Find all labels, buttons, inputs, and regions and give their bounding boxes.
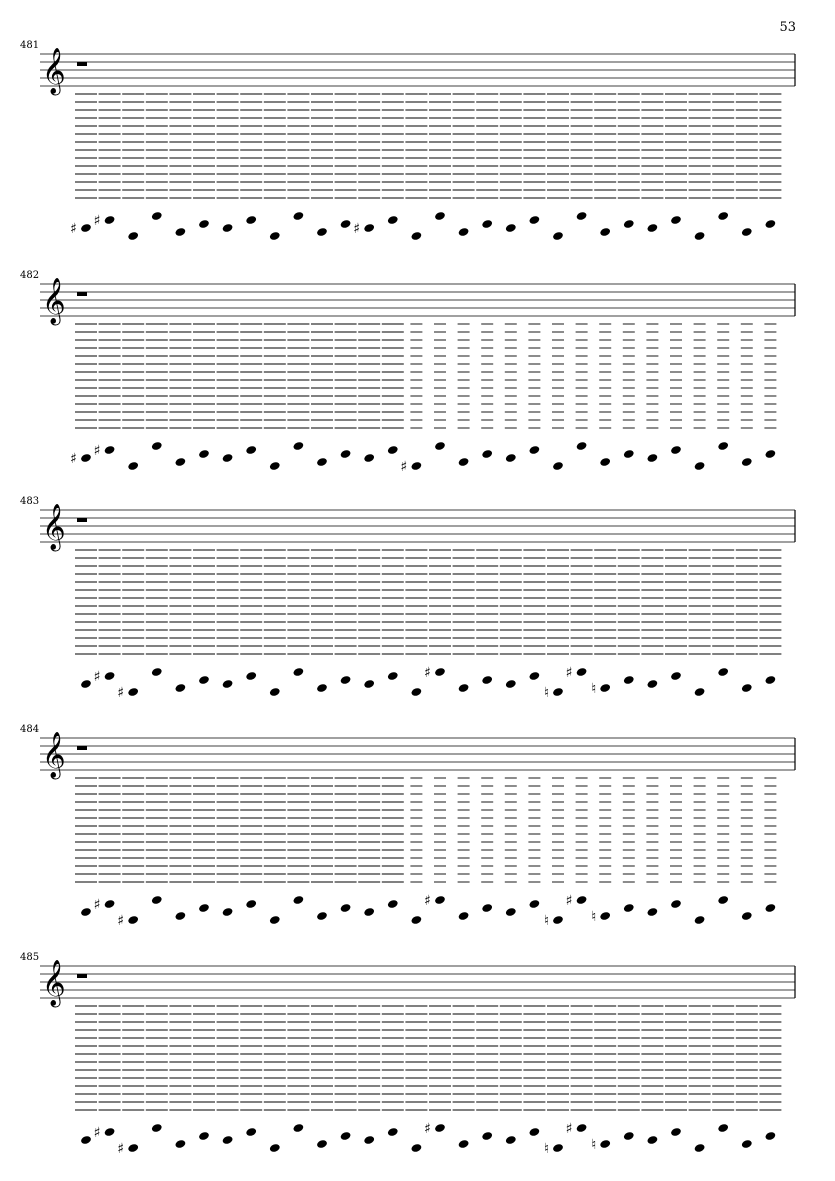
natural-sign: ♮ [544,1141,550,1157]
note-head [269,461,281,471]
note-head [316,683,328,693]
note-head [269,687,281,697]
note-head [104,445,116,455]
note-head [458,1139,470,1149]
note-head [552,915,564,925]
note-head [410,231,422,241]
note-head [174,1139,186,1149]
note-head [646,679,658,689]
page-number: 53 [779,20,796,35]
note-head [387,445,399,455]
note-head [387,671,399,681]
note-head [151,441,163,451]
note-head [694,687,706,697]
note-head [458,457,470,467]
note-head [576,211,588,221]
note-head [505,1135,517,1145]
measure-number: 485 [20,952,40,963]
measure-number: 484 [20,724,40,735]
sharp-sign: ♯ [117,913,124,929]
sharp-sign: ♯ [93,669,101,685]
note-head [198,675,210,685]
note-head [269,231,281,241]
note-head [481,449,493,459]
system-485 [20,952,795,1157]
whole-rest [77,518,87,522]
note-head [104,1127,116,1137]
note-head [481,903,493,913]
note-head [222,679,234,689]
note-head [458,227,470,237]
note-head [198,903,210,913]
note-head [764,903,776,913]
note-head [694,915,706,925]
note-head [694,1143,706,1153]
note-head [670,671,682,681]
note-head [222,453,234,463]
note-head [410,461,422,471]
note-head [741,457,753,467]
note-head [434,441,446,451]
treble-clef: 𝄞 [42,504,66,550]
note-head [599,227,611,237]
whole-rest [77,974,87,978]
measure-number: 482 [20,270,40,281]
note-head [269,915,281,925]
note-head [104,215,116,225]
note-head [576,1123,588,1133]
note-head [80,223,92,233]
note-head [245,671,257,681]
note-head [174,457,186,467]
note-head [623,675,635,685]
note-head [434,1123,446,1133]
treble-clef: 𝄞 [42,278,66,324]
note-head [363,223,375,233]
note-head [387,1127,399,1137]
note-head [670,1127,682,1137]
note-head [458,683,470,693]
note-head [245,1127,257,1137]
sharp-sign: ♯ [93,443,101,459]
note-head [646,907,658,917]
note-head [198,1131,210,1141]
note-head [198,219,210,229]
note-head [340,1131,352,1141]
note-head [717,441,729,451]
sharp-sign: ♯ [353,221,360,237]
note-head [316,457,328,467]
note-head [694,461,706,471]
note-head [127,687,139,697]
note-head [151,1123,163,1133]
sharp-sign: ♯ [70,451,77,467]
note-head [198,449,210,459]
sharp-sign: ♯ [117,685,124,701]
natural-sign: ♮ [591,909,597,925]
note-head [434,211,446,221]
note-head [623,1131,635,1141]
note-head [458,911,470,921]
natural-sign: ♮ [591,1137,597,1153]
note-head [387,215,399,225]
note-head [552,231,564,241]
note-head [646,223,658,233]
sharp-sign: ♯ [565,665,573,681]
sharp-sign: ♯ [565,893,573,909]
systems [20,40,795,1157]
note-head [174,227,186,237]
note-head [646,1135,658,1145]
treble-clef: 𝄞 [42,732,66,778]
note-head [481,219,493,229]
note-head [340,449,352,459]
natural-sign: ♮ [591,681,597,697]
note-head [599,683,611,693]
note-head [80,1135,92,1145]
measure-number: 481 [20,40,40,51]
note-head [316,227,328,237]
note-head [363,907,375,917]
note-head [481,675,493,685]
note-head [528,899,540,909]
note-head [127,915,139,925]
note-head [717,211,729,221]
note-head [528,215,540,225]
note-head [410,915,422,925]
note-head [505,453,517,463]
note-head [717,667,729,677]
whole-rest [77,746,87,750]
note-head [434,895,446,905]
system-483 [20,496,795,701]
whole-rest [77,62,87,66]
note-head [599,1139,611,1149]
note-head [670,445,682,455]
note-head [576,895,588,905]
note-head [670,899,682,909]
note-head [599,911,611,921]
natural-sign: ♮ [544,913,550,929]
note-head [505,679,517,689]
sharp-sign: ♯ [117,1141,124,1157]
note-head [717,1123,729,1133]
note-head [670,215,682,225]
system-481 [20,40,795,241]
note-head [552,461,564,471]
note-head [292,895,304,905]
note-head [222,907,234,917]
note-head [245,215,257,225]
note-head [552,1143,564,1153]
note-head [764,449,776,459]
sharp-sign: ♯ [70,221,77,237]
note-head [316,1139,328,1149]
note-head [104,899,116,909]
note-head [316,911,328,921]
sharp-sign: ♯ [400,459,408,475]
note-head [434,667,446,677]
note-head [576,667,588,677]
note-head [741,911,753,921]
note-head [505,907,517,917]
note-head [552,687,564,697]
note-head [127,1143,139,1153]
system-484 [20,724,795,929]
note-head [127,231,139,241]
note-head [269,1143,281,1153]
note-head [80,679,92,689]
measure-number: 483 [20,496,40,507]
note-head [104,671,116,681]
note-head [151,211,163,221]
note-head [410,687,422,697]
whole-rest [77,292,87,296]
note-head [623,903,635,913]
note-head [292,1123,304,1133]
note-head [340,903,352,913]
note-head [717,895,729,905]
note-head [174,911,186,921]
note-head [599,457,611,467]
note-head [151,667,163,677]
note-head [174,683,186,693]
note-head [340,675,352,685]
note-head [764,1131,776,1141]
note-head [528,1127,540,1137]
natural-sign: ♮ [544,685,550,701]
sharp-sign: ♯ [424,1121,431,1137]
note-head [741,1139,753,1149]
note-head [741,227,753,237]
note-head [764,219,776,229]
note-head [292,667,304,677]
note-head [363,679,375,689]
sharp-sign: ♯ [424,665,431,681]
note-head [292,211,304,221]
treble-clef: 𝄞 [42,960,66,1006]
note-head [528,445,540,455]
note-head [80,453,92,463]
treble-clef: 𝄞 [42,48,66,94]
note-head [576,441,588,451]
note-head [505,223,517,233]
note-head [363,1135,375,1145]
note-head [363,453,375,463]
note-head [80,907,92,917]
note-head [222,1135,234,1145]
note-head [151,895,163,905]
note-head [245,445,257,455]
sharp-sign: ♯ [93,1125,101,1141]
note-head [623,449,635,459]
note-head [528,671,540,681]
sharp-sign: ♯ [93,897,101,913]
note-head [623,219,635,229]
note-head [481,1131,493,1141]
note-head [340,219,352,229]
note-head [245,899,257,909]
note-head [694,231,706,241]
note-head [764,675,776,685]
note-head [387,899,399,909]
note-head [292,441,304,451]
sharp-sign: ♯ [93,213,101,229]
note-head [222,223,234,233]
note-head [646,453,658,463]
note-head [410,1143,422,1153]
note-head [127,461,139,471]
system-482 [20,270,795,475]
sharp-sign: ♯ [565,1121,573,1137]
note-head [741,683,753,693]
sharp-sign: ♯ [424,893,431,909]
